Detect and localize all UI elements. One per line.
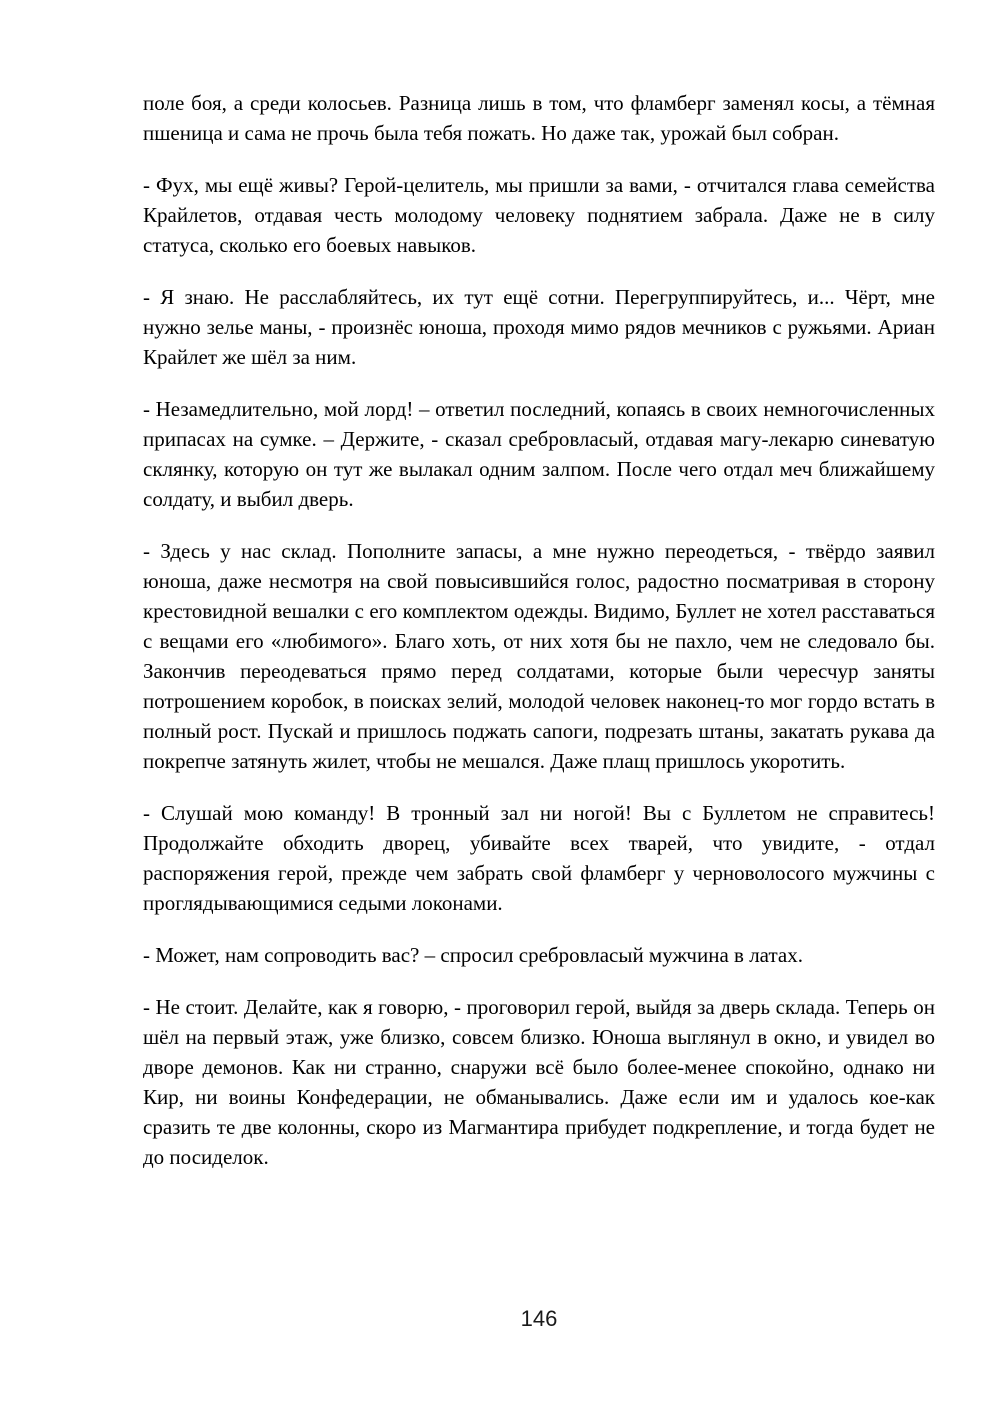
paragraph: поле боя, а среди колосьев. Разница лишь в том, что фламберг заменял косы, а тёмная пшеница и сама не прочь была тебя пожать. Но даже так, урожай был собран. <box>143 91 935 145</box>
text-block <box>143 88 935 1194</box>
paragraph: - Не стоит. Делайте, как я говорю, - проговорил герой, выйдя за дверь склада. Теперь он шёл на первый этаж, уже близко, совсем близко. Юноша выглянул в окно, и увидел во дворе демонов. Как ни странно, снаружи всё было более-менее спокойно, однако ни Кир, ни воины Конфедерации, не обманывались. Даже если им и удалось кое-как сразить те две колонны, скоро из Магмантира прибудет подкрепление, и тогда будет не до посиделок. <box>143 995 935 1169</box>
paragraph: - Может, нам сопроводить вас? – спросил сребровласый мужчина в латах. <box>143 943 803 967</box>
paragraph: - Фух, мы ещё живы? Герой-целитель, мы пришли за вами, - отчитался глава семейства Крайлетов, отдавая честь молодому человеку поднятием забрала. Даже не в силу статуса, сколько его боевых навыков. <box>143 173 935 257</box>
page-number: 146 <box>520 1306 558 1331</box>
paragraph: - Здесь у нас склад. Пополните запасы, а мне нужно переодеться, - твёрдо заявил юноша, даже несмотря на свой повысившийся голос, радостно посматривая в сторону крестовидной вешалки с его комплектом одежды. Видимо, Буллет не хотел расставаться с вещами его «любимого». Благо хоть, от них хотя бы не пахло, чем не следовало бы. Закончив переодеваться прямо перед солдатами, которые были чересчур заняты потрошением коробок, в поисках зелий, молодой человек наконец-то мог гордо встать в полный рост. Пускай и пришлось поджать сапоги, подрезать штаны, закатать рукава да покрепче затянуть жилет, чтобы не мешался. Даже плащ пришлось укоротить. <box>143 539 935 773</box>
paragraph: - Слушай мою команду! В тронный зал ни ногой! Вы с Буллетом не справитесь! Продолжайте обходить дворец, убивайте всех тварей, что увидите, - отдал распоряжения герой, прежде чем забрать свой фламберг у черноволосого мужчины с проглядывающимися седыми локонами. <box>143 801 935 915</box>
paragraph: - Я знаю. Не расслабляйтесь, их тут ещё сотни. Перегруппируйтесь, и... Чёрт, мне нужно зелье маны, - произнёс юноша, проходя мимо рядов мечников с ружьями. Ариан Крайлет же шёл за ним. <box>143 285 935 369</box>
paragraph: - Незамедлительно, мой лорд! – ответил последний, копаясь в своих немногочисленных припасах на сумке. – Держите, - сказал сребровласый, отдавая магу-лекарю синеватую склянку, которую он тут же вылакал одним залпом. После чего отдал меч ближайшему солдату, и выбил дверь. <box>143 397 935 511</box>
